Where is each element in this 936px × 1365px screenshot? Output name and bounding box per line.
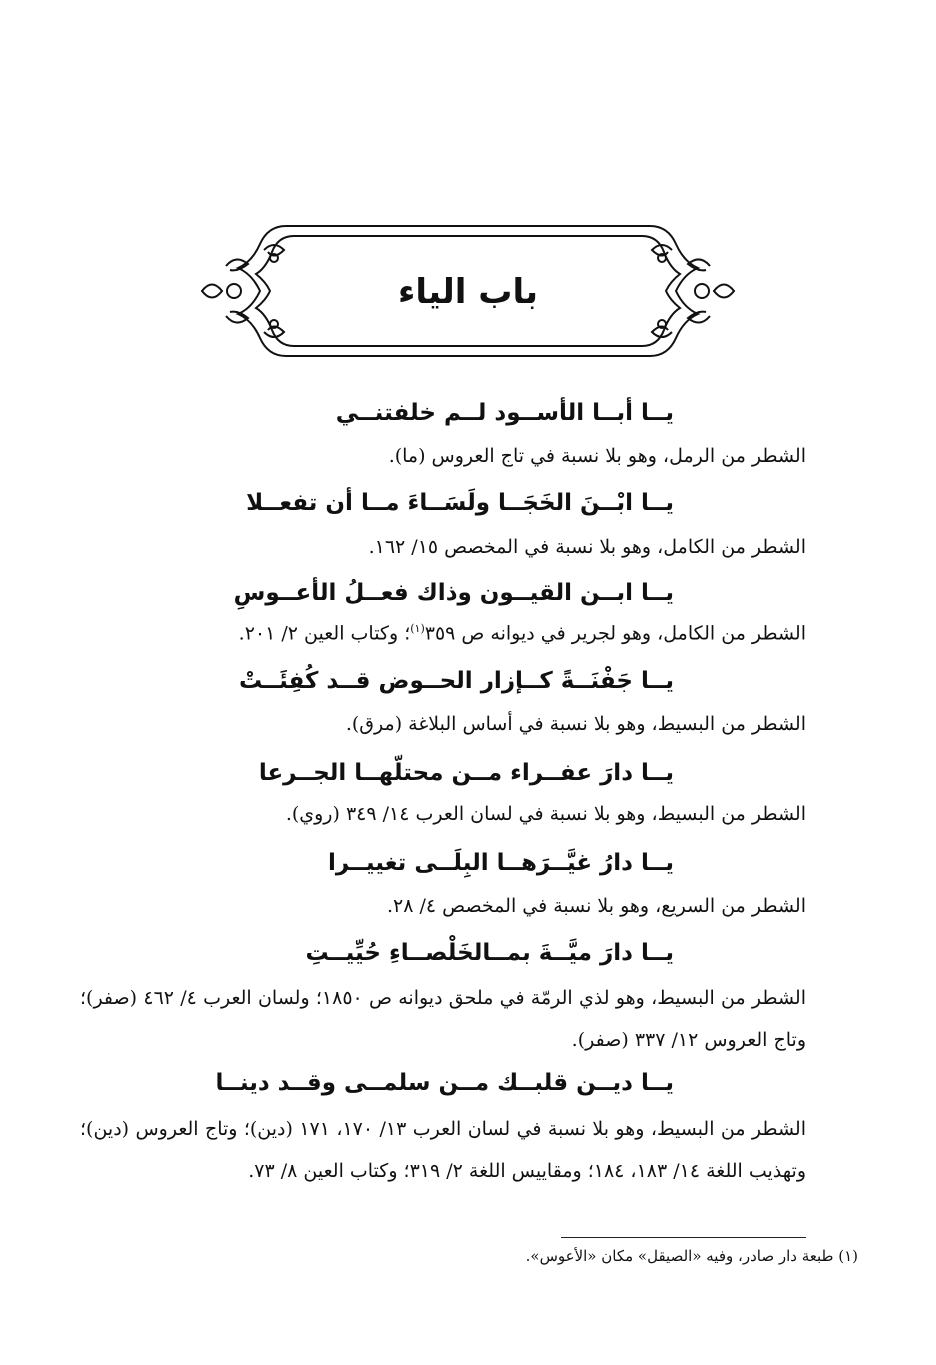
verse-note-4: الشطر من البسيط، وهو بلا نسبة في أساس البلاغة (مرق). [345, 713, 806, 735]
verse-note-7: الشطر من البسيط، وهو لذي الرمّة في ملحق ديوانه ص ١٨٥٠؛ ولسان العرب ٤/ ٤٦٢ (صفر)؛ وتاج العروس ١٢/ ٣٣٧ (صفر). [80, 987, 806, 1051]
verse-note-5: الشطر من البسيط، وهو بلا نسبة في لسان العرب ١٤/ ٣٤٩ (روي). [285, 803, 806, 825]
footnote: (١) طبعة دار صادر، وفيه «الصيقل» مكان «الأعوس». [525, 1247, 858, 1265]
verse-line-6: يــا دارُ غيَّــرَهــا البِلَــى تغييــرا [328, 850, 674, 876]
verse-note-3-tail: ؛ وكتاب العين ٢/ ٢٠١. [238, 622, 411, 645]
verse-note-2: الشطر من الكامل، وهو بلا نسبة في المخصص ١٥/ ١٦٢. [368, 536, 806, 558]
footnote-marker: (١) [410, 622, 425, 635]
verse-note-6: الشطر من السريع، وهو بلا نسبة في المخصص ٤/ ٢٨. [386, 895, 806, 917]
verse-line-1: يــا أبــا الأســود لــم خلفتنــي [335, 400, 674, 426]
verse-note-8: الشطر من البسيط، وهو بلا نسبة في لسان العرب ١٣/ ١٧٠، ١٧١ (دين)؛ وتاج العروس (دين)؛ وتهذيب اللغة ١٤/ ١٨٣، ١٨٤؛ ومقاييس اللغة ٢/ ٣١٩؛ وكتاب العين ٨/ ٧٣. [80, 1118, 806, 1182]
verse-line-4: يــا جَفْنَــةً كــإزار الحــوض قــد كُفِئَــتْ [239, 668, 674, 694]
verse-line-7: يــا دارَ ميَّــةَ بمــالخَلْصــاءِ حُيِّيــتِ [305, 940, 674, 966]
verse-note-3-text: الشطر من الكامل، وهو لجرير في ديوانه ص ٣٥٩ [424, 622, 806, 645]
verse-line-2: يــا ابْــنَ الخَجَــا ولَسَــاءَ مــا أن تفعــلا [246, 490, 674, 516]
verse-note-1: الشطر من الرمل، وهو بلا نسبة في تاج العروس (ما). [388, 445, 806, 467]
verse-note-3 [239, 622, 806, 644]
verse-line-8: يــا ديــن قلبــك مــن سلمــى وقــد دينــا [215, 1070, 674, 1096]
footnote-divider [561, 1237, 806, 1238]
chapter-title: باب الياء [398, 272, 538, 312]
verse-line-3: يــا ابــن القيــون وذاك فعــلُ الأعــوسِ [233, 580, 674, 606]
verse-line-5: يــا دارَ عفــراء مــن محتلّهــا الجــرعا [258, 760, 674, 786]
